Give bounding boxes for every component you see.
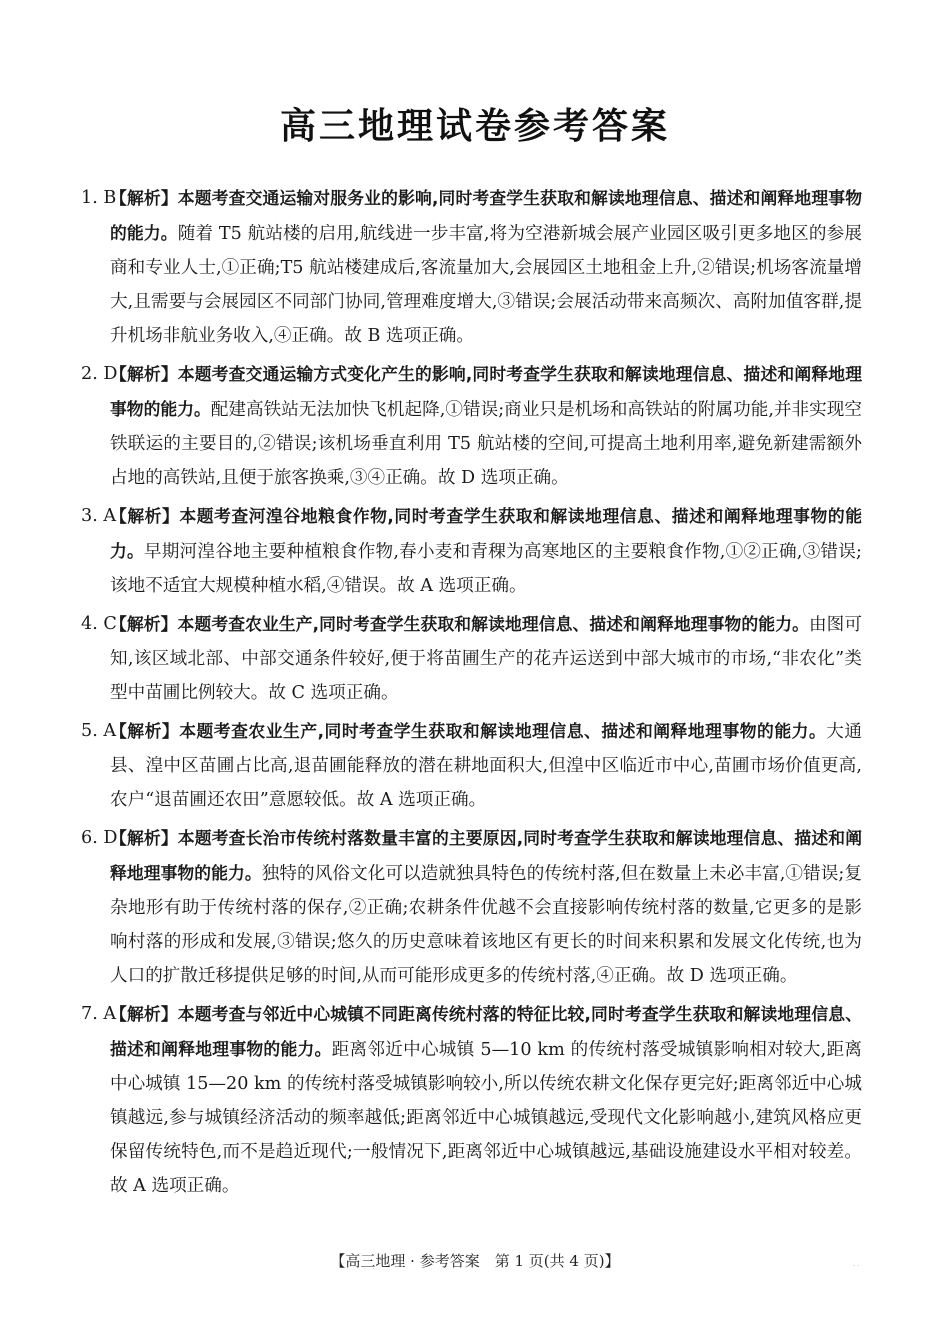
page-title: 高三地理试卷参考答案 [279, 106, 670, 147]
answer-item-3 [81, 499, 862, 603]
answer-analysis-heading: 【解析】本题考查河湟谷地粮食作物,同时考查学生获取和解读地理信息、描述和阐释地理事物的能力。 [110, 506, 862, 562]
answer-number: 2. D [81, 364, 118, 385]
scan-mark: · · [853, 1262, 860, 1270]
answer-number: 7. A [81, 1003, 117, 1024]
answer-item-4 [81, 607, 862, 710]
answer-list [0, 181, 950, 1207]
answer-analysis-heading: 【解析】本题考查农业生产,同时考查学生获取和解读地理信息、描述和阐释地理事物的能力。 [110, 613, 809, 634]
answer-number: 4. C [81, 613, 117, 634]
answer-number: 5. A [81, 720, 117, 741]
answer-analysis-heading: 【解析】本题考查与邻近中心城镇不同距离传统村落的特征比较,同时考查学生获取和解读地理信息、描述和阐释地理事物的能力。 [110, 1003, 862, 1059]
answer-number: 6. D [81, 827, 118, 848]
answer-analysis-heading: 【解析】本题考查交通运输方式变化产生的影响,同时考查学生获取和解读地理信息、描述和阐释地理事物的能力。 [110, 364, 862, 420]
answer-item-7 [81, 997, 862, 1204]
page-footer: 【高三地理 · 参考答案 第 1 页(共 4 页)】 [330, 1252, 620, 1270]
answer-analysis-body: 由图可知,该区域北部、中部交通条件较好,便于将苗圃生产的花卉运送到中部大城市的市场,“非农化”类型中苗圃比例较大。故 C 选项正确。 [110, 614, 862, 704]
answer-analysis-body: 配建高铁站无法加快飞机起降,①错误;商业只是机场和高铁站的附属功能,并非实现空铁联运的主要目的,②错误;该机场垂直利用 T5 航站楼的空间,可提高土地利用率,避免新建需额外占地的高铁站,且便于旅客换乘,③④正确。故 D 选项正确。 [110, 400, 862, 489]
answer-item-1 [81, 181, 862, 353]
answer-analysis-body: 早期河湟谷地主要种植粮食作物,春小麦和青稞为高寒地区的主要粮食作物,①②正确,③错误;该地不适宜大规模种植水稻,④错误。故 A 选项正确。 [110, 542, 862, 597]
answer-analysis-heading: 【解析】本题考查农业生产,同时考查学生获取和解读地理信息、描述和阐释地理事物的能力。 [110, 720, 827, 741]
answer-item-5 [81, 714, 862, 817]
answer-number: 3. A [81, 506, 117, 527]
answer-analysis-heading: 【解析】本题考查长治市传统村落数量丰富的主要原因,同时考查学生获取和解读地理信息、描述和阐释地理事物的能力。 [110, 827, 862, 883]
answer-analysis-body: 独特的风俗文化可以造就独具特色的传统村落,但在数量上未必丰富,①错误;复杂地形有助于传统村落的保存,②正确;农耕条件优越不会直接影响传统村落的数量,它更多的是影响村落的形成和发展,③错误;悠久的历史意味着该地区有更长的时间来积累和发展文化传统,也为人口的扩散迁移提供足够的时间,从而可能形成更多的传统村落,④正确。故 D 选项正确。 [110, 863, 862, 987]
answer-analysis-body: 距离邻近中心城镇 5—10 km 的传统村落受城镇影响相对较大,距离中心城镇 15—20 km 的传统村落受城镇影响较小,所以传统农耕文化保存更完好;距离邻近中心城镇越远,参与城镇经济活动的频率越低;距离邻近中心城镇越远,受现代文化影响越小,建筑风格应更保留传统特色,而不是趋近现代;一般情况下,距离邻近中心城镇越远,基础设施建设水平相对较差。故 A 选项正确。 [110, 1039, 862, 1197]
answer-analysis-body: 随着 T5 航站楼的启用,航线进一步丰富,将为空港新城会展产业园区吸引更多地区的参展商和专业人士,①正确;T5 航站楼建成后,客流量加大,会展园区土地租金上升,②错误;机场客流量增大,且需要与会展园区不同部门协同,管理难度增大,③错误;会展活动带来高频次、高附加值客群,提升机场非航业务收入,④正确。故 B 选项正确。 [110, 224, 862, 347]
answer-analysis-heading: 【解析】本题考查交通运输对服务业的影响,同时考查学生获取和解读地理信息、描述和阐释地理事物的能力。 [110, 188, 862, 244]
answer-analysis-body: 大通县、湟中区苗圃占比高,退苗圃能释放的潜在耕地面积大,但湟中区临近市中心,苗圃市场价值更高,农户“退苗圃还农田”意愿较低。故 A 选项正确。 [110, 721, 862, 810]
answer-item-2 [81, 357, 862, 495]
answer-item-6 [81, 821, 862, 993]
answer-number: 1. B [81, 188, 117, 208]
